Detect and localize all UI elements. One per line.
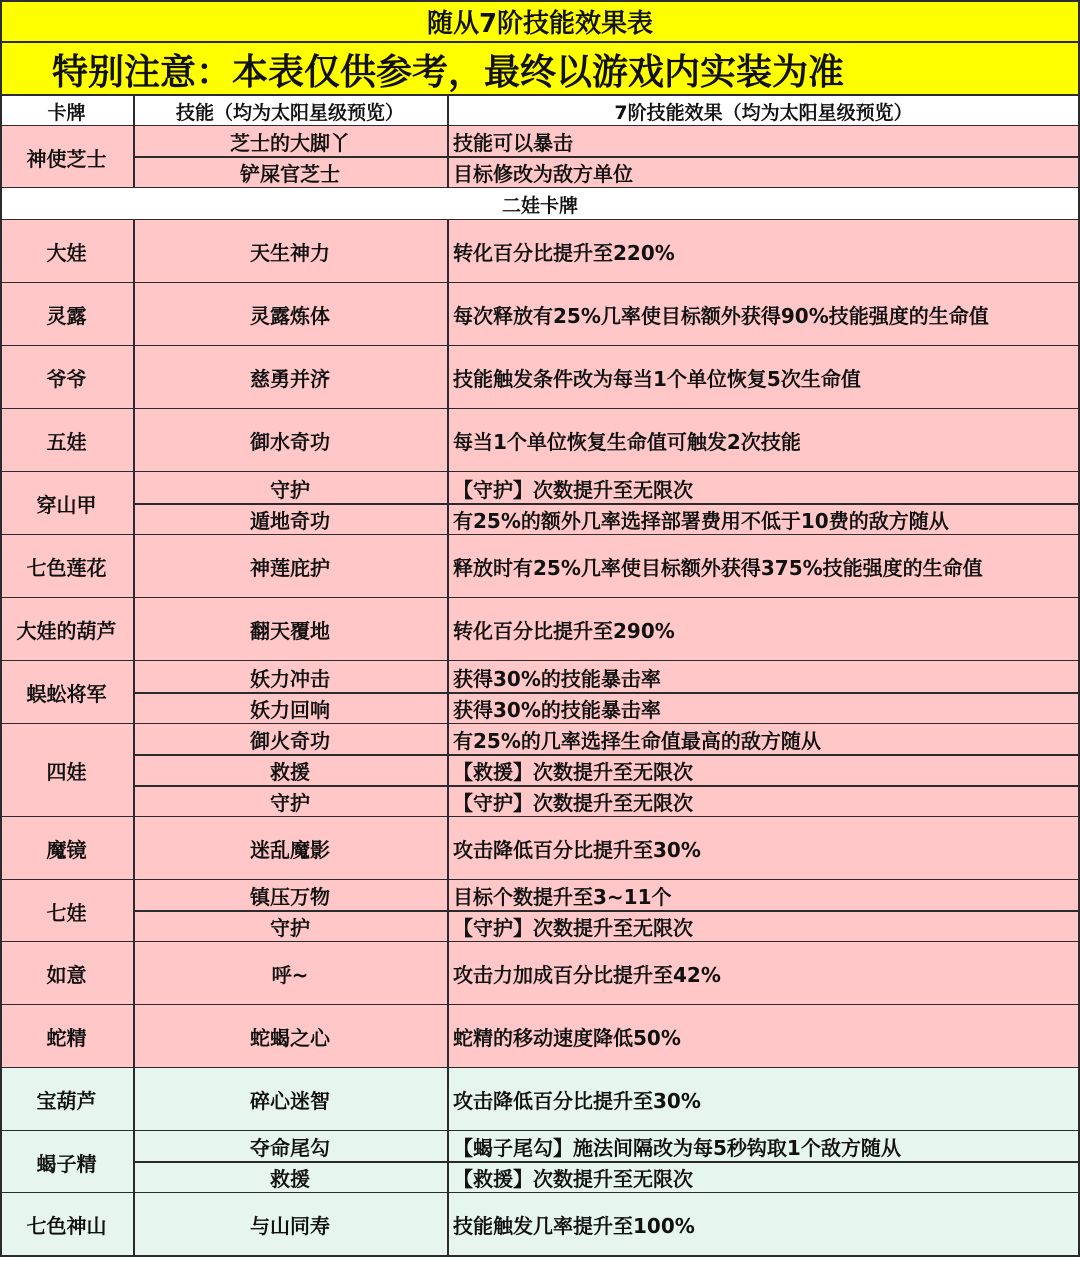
skill-effect: 有25%的几率选择生命值最高的敌方随从: [447, 724, 1080, 755]
column-divider: [133, 598, 135, 661]
sub-row-divider: [133, 156, 1080, 158]
skill-name: 碎心迷智: [133, 1068, 447, 1131]
section-heading: 二娃卡牌: [0, 188, 1080, 220]
column-divider: [133, 724, 135, 817]
skill-name: 迷乱魔影: [133, 817, 447, 880]
skill-name: 翻天覆地: [133, 598, 447, 661]
card-name: 宝葫芦: [0, 1068, 133, 1131]
card-name: 四娃: [0, 724, 133, 817]
skill-effect: 技能触发条件改为每当1个单位恢复5次生命值: [447, 346, 1080, 409]
column-divider: [447, 126, 449, 188]
skill-effect: 每当1个单位恢复生命值可触发2次技能: [447, 409, 1080, 472]
column-divider: [133, 126, 135, 188]
card-name: 如意: [0, 942, 133, 1005]
skill-effect: 目标个数提升至3~11个: [447, 880, 1080, 911]
column-divider: [447, 535, 449, 598]
skill-effect: 技能可以暴击: [447, 126, 1080, 157]
skill-effect: 获得30%的技能暴击率: [447, 661, 1080, 693]
column-divider: [133, 472, 135, 535]
skill-effect: 获得30%的技能暴击率: [447, 693, 1080, 724]
card-name: 魔镜: [0, 817, 133, 880]
column-divider: [133, 220, 135, 283]
skill-effect: 转化百分比提升至220%: [447, 220, 1080, 283]
sub-row-divider: [133, 910, 1080, 912]
title-divider: [0, 41, 1080, 43]
left-border: [0, 0, 2, 1256]
column-divider: [447, 942, 449, 1005]
skill-effect: 转化百分比提升至290%: [447, 598, 1080, 661]
skill-effect: 技能触发几率提升至100%: [447, 1193, 1080, 1256]
card-name: 七色莲花: [0, 535, 133, 598]
skill-effect: 目标修改为敌方单位: [447, 157, 1080, 188]
sub-row-divider: [133, 503, 1080, 505]
skill-name: 守护: [133, 786, 447, 817]
column-divider: [447, 724, 449, 817]
skill-name: 镇压万物: [133, 880, 447, 911]
card-name: 神使芝士: [0, 126, 133, 188]
skill-effect: 蛇精的移动速度降低50%: [447, 1005, 1080, 1068]
skill-name: 慈勇并济: [133, 346, 447, 409]
skill-name: 御火奇功: [133, 724, 447, 755]
card-name: 蜈蚣将军: [0, 661, 133, 724]
column-divider: [133, 817, 135, 880]
column-divider: [447, 472, 449, 535]
column-divider: [447, 1005, 449, 1068]
card-name: 爷爷: [0, 346, 133, 409]
skill-effect: 攻击力加成百分比提升至42%: [447, 942, 1080, 1005]
card-name: 七色神山: [0, 1193, 133, 1256]
skill-name: 夺命尾勾: [133, 1131, 447, 1162]
header-effect: 7阶技能效果（均为太阳星级预览）: [447, 96, 1080, 126]
top-border: [0, 0, 1080, 2]
card-name: 大娃的葫芦: [0, 598, 133, 661]
column-divider: [133, 1193, 135, 1256]
sub-row-divider: [133, 754, 1080, 756]
sub-row-divider: [133, 1161, 1080, 1163]
column-divider: [447, 598, 449, 661]
column-divider: [447, 346, 449, 409]
column-divider: [133, 409, 135, 472]
row-divider: [0, 1255, 1080, 1257]
card-name: 五娃: [0, 409, 133, 472]
card-name: 灵露: [0, 283, 133, 346]
column-divider: [133, 535, 135, 598]
column-divider: [133, 1068, 135, 1131]
header-skill: 技能（均为太阳星级预览）: [133, 96, 447, 126]
skill-effect: 【蝎子尾勾】施法间隔改为每5秒钩取1个敌方随从: [447, 1131, 1080, 1162]
skill-name: 妖力回响: [133, 693, 447, 724]
header-card: 卡牌: [0, 96, 133, 126]
column-divider: [133, 283, 135, 346]
sub-row-divider: [133, 785, 1080, 787]
column-divider: [133, 661, 135, 724]
skill-name: 守护: [133, 911, 447, 942]
column-divider: [447, 1193, 449, 1256]
skill-name: 遁地奇功: [133, 504, 447, 535]
skill-name: 救援: [133, 1162, 447, 1193]
card-name: 七娃: [0, 880, 133, 942]
skill-name: 妖力冲击: [133, 661, 447, 693]
skill-name: 御水奇功: [133, 409, 447, 472]
column-divider: [447, 880, 449, 942]
card-name: 蝎子精: [0, 1131, 133, 1193]
column-divider: [133, 346, 135, 409]
skill-name: 蛇蝎之心: [133, 1005, 447, 1068]
skill-name: 守护: [133, 472, 447, 504]
card-name: 穿山甲: [0, 472, 133, 535]
skill-name: 救援: [133, 755, 447, 786]
notice-banner: 特别注意：本表仅供参考，最终以游戏内实装为准: [0, 42, 1080, 96]
skill-name: 铲屎官芝士: [133, 157, 447, 188]
column-divider: [447, 817, 449, 880]
skill-name: 与山同寿: [133, 1193, 447, 1256]
skill-name: 天生神力: [133, 220, 447, 283]
column-divider: [447, 1131, 449, 1193]
skill-effect: 每次释放有25%几率使目标额外获得90%技能强度的生命值: [447, 283, 1080, 346]
column-divider: [133, 1005, 135, 1068]
column-divider: [133, 1131, 135, 1193]
column-divider: [447, 96, 449, 126]
column-divider: [133, 880, 135, 942]
skill-effect: 【救援】次数提升至无限次: [447, 755, 1080, 786]
skill-effect: 攻击降低百分比提升至30%: [447, 817, 1080, 880]
skill-effect: 有25%的额外几率选择部署费用不低于10费的敌方随从: [447, 504, 1080, 535]
skill-name: 芝士的大脚丫: [133, 126, 447, 157]
column-divider: [447, 283, 449, 346]
card-name: 蛇精: [0, 1005, 133, 1068]
skill-name: 呼~: [133, 942, 447, 1005]
skill-effect: 攻击降低百分比提升至30%: [447, 1068, 1080, 1131]
table-title: 随从7阶技能效果表: [0, 0, 1080, 42]
column-divider: [447, 1068, 449, 1131]
skill-effect: 释放时有25%几率使目标额外获得375%技能强度的生命值: [447, 535, 1080, 598]
skill-name: 灵露炼体: [133, 283, 447, 346]
skill-effect: 【守护】次数提升至无限次: [447, 472, 1080, 504]
column-divider: [447, 220, 449, 283]
column-divider: [133, 942, 135, 1005]
sub-row-divider: [133, 692, 1080, 694]
column-divider: [447, 409, 449, 472]
card-name: 大娃: [0, 220, 133, 283]
skill-effect: 【守护】次数提升至无限次: [447, 911, 1080, 942]
column-divider: [133, 96, 135, 126]
skill-effect: 【守护】次数提升至无限次: [447, 786, 1080, 817]
skill-effect: 【救援】次数提升至无限次: [447, 1162, 1080, 1193]
skill-name: 神莲庇护: [133, 535, 447, 598]
column-divider: [447, 661, 449, 724]
